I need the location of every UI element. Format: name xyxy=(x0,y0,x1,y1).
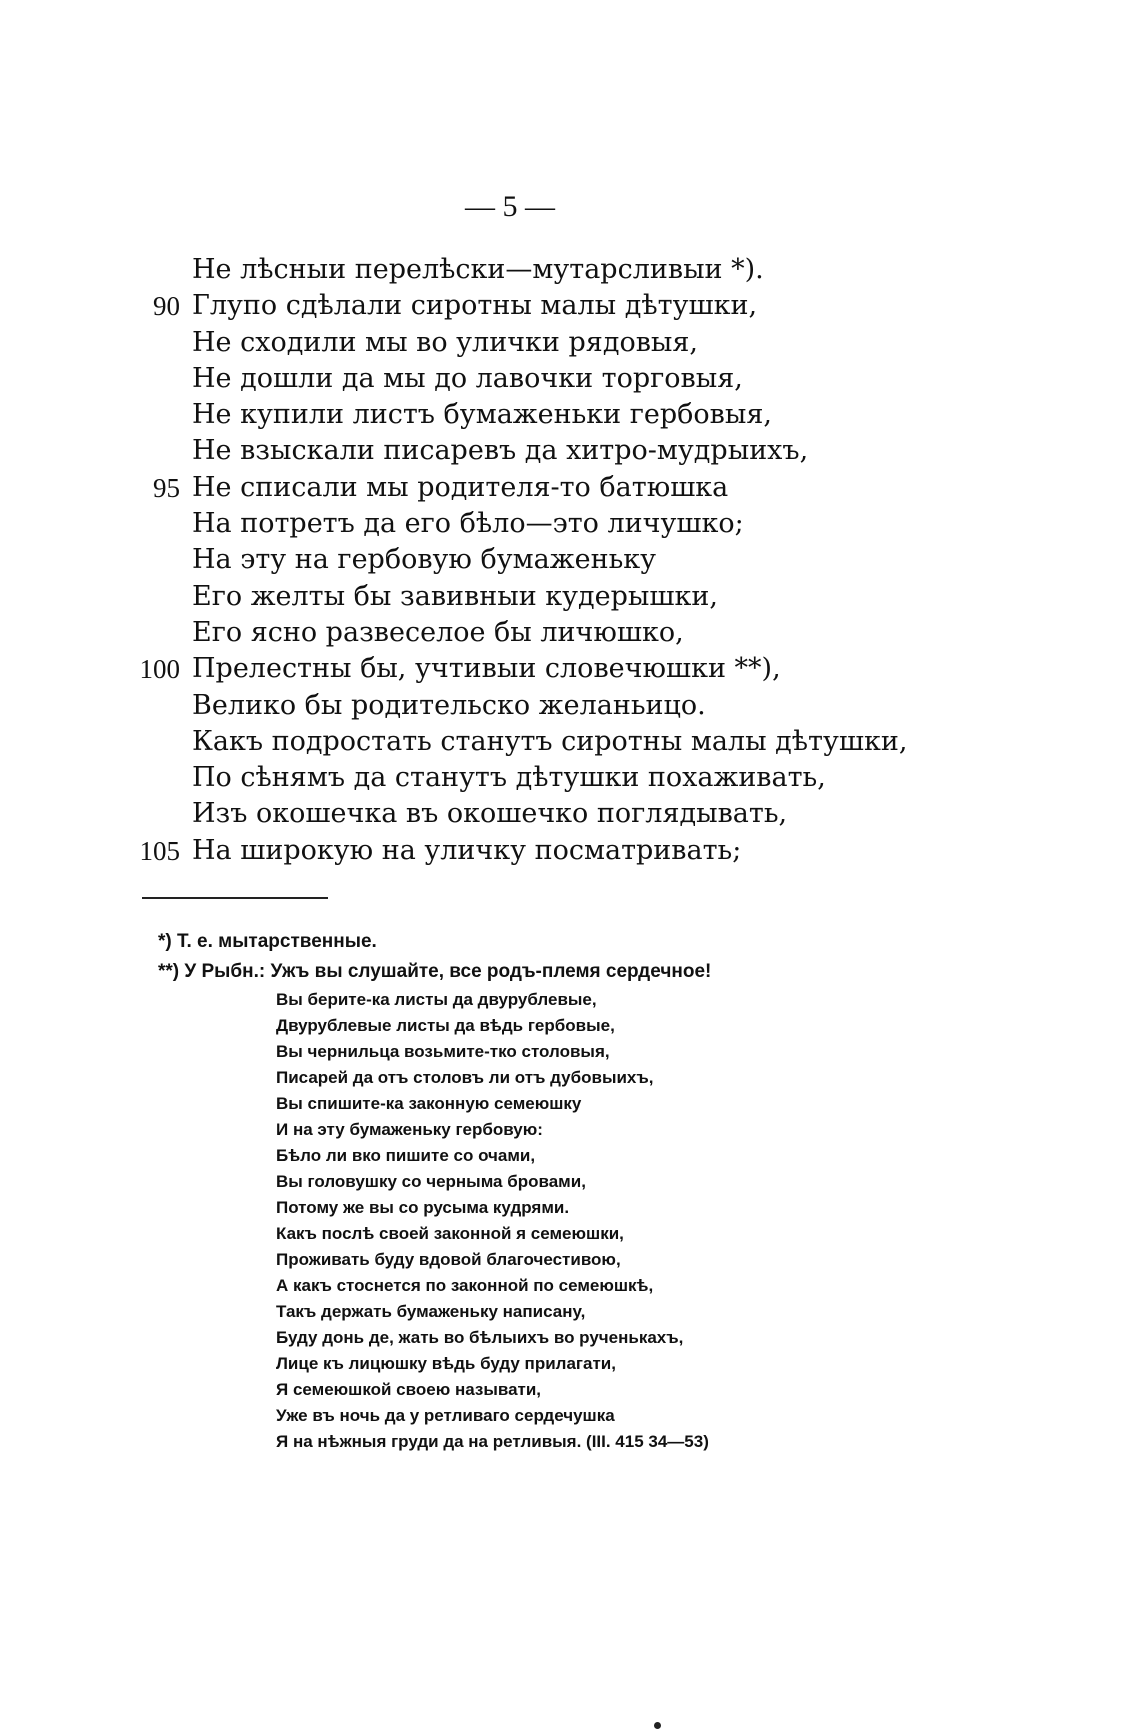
quote-line: Такъ держать бумаженьку написану, xyxy=(276,1302,586,1321)
verse-line xyxy=(0,760,1140,796)
quote-line: Я семеюшкой своею называти, xyxy=(276,1380,542,1399)
verse-line xyxy=(0,651,1140,687)
verse-line xyxy=(0,724,1140,760)
quote-line: Вы головушку со черныма бровами, xyxy=(276,1172,586,1191)
footnote-quote xyxy=(276,987,1058,1455)
footnote-1: *) Т. е. мытарственные. xyxy=(158,931,377,952)
line-text: Не сходили мы во улички рядовыя, xyxy=(192,326,699,358)
verse-line xyxy=(0,470,1140,506)
line-text: Изъ окошечка въ окошечко поглядывать, xyxy=(192,798,788,830)
quote-line: Бѣло ли вко пишите со очами, xyxy=(276,1146,536,1165)
line-text: Какъ подростать станутъ сиротны малы дѣтушки, xyxy=(192,725,908,757)
verse-line xyxy=(0,542,1140,578)
quote-line: Я на нѣжныя груди да на ретливыя. (III. 415 34—53) xyxy=(276,1432,709,1451)
quote-line: Двурублевые листы да вѣдь гербовые, xyxy=(276,1016,615,1035)
quote-line: И на эту бумаженьку гербовую: xyxy=(276,1120,543,1139)
line-text: Велико бы родительско желаньицо. xyxy=(192,689,706,721)
line-text: Не купили листъ бумаженьки гербовыя, xyxy=(192,399,772,431)
quote-line: Вы спишите-ка законную семеюшку xyxy=(276,1094,582,1113)
quote-line: Проживать буду вдовой благочестивою, xyxy=(276,1250,621,1269)
quote-line: Буду донь де, жать во бѣлыихъ во рученькахъ, xyxy=(276,1328,684,1347)
verse-line xyxy=(0,252,1140,288)
line-text: Не лѣсныи перелѣски—мутарсливыи *). xyxy=(192,254,764,285)
quote-line: Вы чернильца возьмите-тко столовыя, xyxy=(276,1042,610,1061)
line-text: Его желты бы завивныи кудерышки, xyxy=(192,580,718,612)
verse-line xyxy=(0,433,1140,469)
line-number: 95 xyxy=(153,472,180,503)
line-text: Не списали мы родителя-то батюшка xyxy=(192,471,729,503)
footnote-divider xyxy=(142,897,328,899)
line-text: Прелестны бы, учтивыи словечюшки **), xyxy=(192,653,781,685)
verse-line xyxy=(0,615,1140,651)
line-text: Его ясно развеселое бы личюшко, xyxy=(192,616,684,648)
verse-line xyxy=(0,796,1140,832)
ink-speck xyxy=(654,1722,661,1729)
footnote-2: **) У Рыбн.: Ужъ вы слушайте, все родъ-племя сердечное! xyxy=(158,961,712,982)
verse-line xyxy=(0,397,1140,433)
verse-line xyxy=(0,361,1140,397)
quote-line: Вы берите-ка листы да двурублевые, xyxy=(276,990,597,1009)
line-text: На эту на гербовую бумаженьку xyxy=(192,544,657,576)
line-text: На потретъ да его бѣло—это личушко; xyxy=(192,508,744,540)
line-number: 100 xyxy=(139,654,180,685)
line-text: Не взыскали писаревъ да хитро-мудрыихъ, xyxy=(192,435,809,467)
line-number: 90 xyxy=(153,291,180,322)
verse-line xyxy=(0,579,1140,615)
verse-line xyxy=(0,688,1140,724)
line-text: Глупо сдѣлали сиротны малы дѣтушки, xyxy=(192,290,758,322)
quote-line: Лице къ лицюшку вѣдь буду прилагати, xyxy=(276,1354,616,1373)
line-text: На широкую на уличку посматривать; xyxy=(192,834,742,866)
verse-line xyxy=(0,506,1140,542)
page-number: — 5 — xyxy=(465,190,555,223)
verse-block xyxy=(0,252,1140,869)
line-text: Не дошли да мы до лавочки торговыя, xyxy=(192,362,743,394)
verse-line xyxy=(0,833,1140,869)
footnotes xyxy=(158,927,1058,1455)
quote-line: Какъ послѣ своей законной я семеюшки, xyxy=(276,1224,624,1243)
quote-line: Уже въ ночь да у ретливаго сердечушка xyxy=(276,1406,615,1425)
quote-line: Писарей да отъ столовъ ли отъ дубовыихъ, xyxy=(276,1068,654,1087)
quote-line: А какъ стоснется по законной по семеюшкѣ, xyxy=(276,1276,654,1295)
verse-line xyxy=(0,288,1140,324)
verse-line xyxy=(0,325,1140,361)
line-text: По сѣнямъ да станутъ дѣтушки похаживать, xyxy=(192,762,826,794)
line-number: 105 xyxy=(139,835,180,866)
quote-line: Потому же вы со русыма кудрями. xyxy=(276,1198,570,1217)
